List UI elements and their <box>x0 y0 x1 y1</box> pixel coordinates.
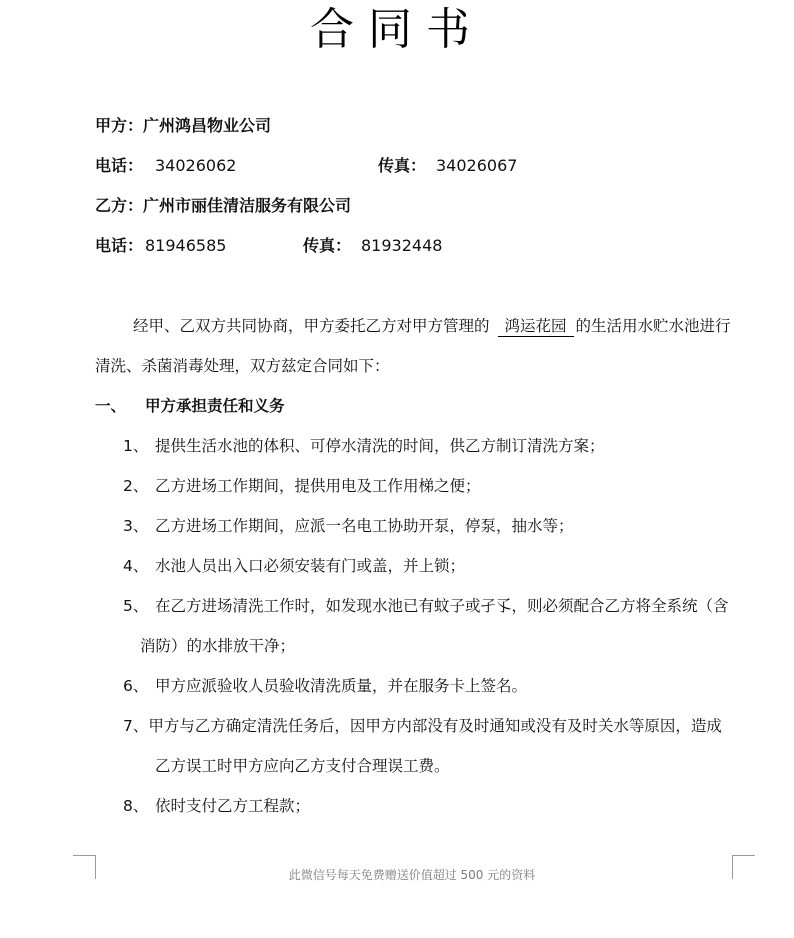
party-a-fax-label: 传真： <box>378 156 427 175</box>
intro-text-before: 经甲、乙双方共同协商，甲方委托乙方对甲方管理的 <box>133 317 490 335</box>
party-b-phone: 81946585 <box>145 236 227 255</box>
footer-note: 此微信号每天免费赠送价值超过 500 元的资料 <box>288 868 536 882</box>
item-text: 甲方与乙方确定清洗任务后，因甲方内部没有及时通知或没有及时关水等原因，造成 <box>148 717 722 735</box>
item-number: 5、 <box>123 597 149 615</box>
list-item <box>123 716 722 736</box>
party-b-name: 广州市丽佳清洁服务有限公司 <box>143 196 352 215</box>
intro-text-after: 的生活用水贮水池进行 <box>575 317 731 335</box>
item-number: 6、 <box>123 677 149 695</box>
party-a-label: 甲方： <box>95 116 144 135</box>
item-text: 在乙方进场清洗工作时，如发现水池已有蚊子或孑孓，则必须配合乙方将全系统（含 <box>155 597 729 615</box>
item-text: 依时支付乙方工程款； <box>155 797 311 815</box>
property-name: 鸿运花园 <box>498 317 574 337</box>
party-b-line <box>95 196 351 216</box>
party-a-name: 广州鸿昌物业公司 <box>143 116 272 135</box>
list-item <box>123 436 605 456</box>
item-number: 1、 <box>123 437 149 455</box>
intro-paragraph-line-1 <box>133 316 731 337</box>
list-item <box>123 556 465 576</box>
item-number: 7、 <box>123 717 149 735</box>
party-b-label: 乙方： <box>95 196 144 215</box>
party-a-phone: 34026062 <box>155 156 237 175</box>
page-corner-mark-left <box>73 855 96 879</box>
item-text: 乙方进场工作期间，应派一名电工协助开泵，停泵，抽水等； <box>155 517 574 535</box>
item-number: 3、 <box>123 517 149 535</box>
item-number: 4、 <box>123 557 149 575</box>
party-a-fax: 34026067 <box>436 156 518 175</box>
section-heading <box>95 396 395 416</box>
intro-paragraph-line-2: 清洗、杀菌消毒处理，双方兹定合同如下： <box>95 357 390 375</box>
party-b-fax-label: 传真： <box>303 236 352 255</box>
party-a-line <box>95 116 271 136</box>
item-number: 8、 <box>123 797 149 815</box>
party-a-contact-line <box>95 156 615 176</box>
item-text: 提供生活水池的体积、可停水清洗的时间，供乙方制订清洗方案； <box>155 437 605 455</box>
list-item-continuation: 消防）的水排放干净； <box>140 637 296 655</box>
document-title: 合 同 书 <box>310 4 470 55</box>
party-b-phone-label: 电话： <box>95 236 144 255</box>
list-item-continuation: 乙方误工时甲方应向乙方支付合理误工费。 <box>155 757 450 775</box>
list-item <box>123 516 574 536</box>
list-item <box>123 476 481 496</box>
section-number: 一、 <box>95 397 127 415</box>
section-title: 甲方承担责任和义务 <box>145 397 285 415</box>
item-text: 水池人员出入口必须安装有门或盖，并上锁； <box>155 557 466 575</box>
party-b-contact-line <box>95 236 515 256</box>
party-b-fax: 81932448 <box>361 236 443 255</box>
list-item <box>123 676 527 696</box>
item-text: 乙方进场工作期间，提供用电及工作用梯之便； <box>155 477 481 495</box>
list-item <box>123 596 729 616</box>
party-a-phone-label: 电话： <box>95 156 144 175</box>
item-number: 2、 <box>123 477 149 495</box>
page-corner-mark-right <box>732 855 755 879</box>
list-item <box>123 796 310 816</box>
item-text: 甲方应派验收人员验收清洗质量，并在服务卡上签名。 <box>155 677 528 695</box>
